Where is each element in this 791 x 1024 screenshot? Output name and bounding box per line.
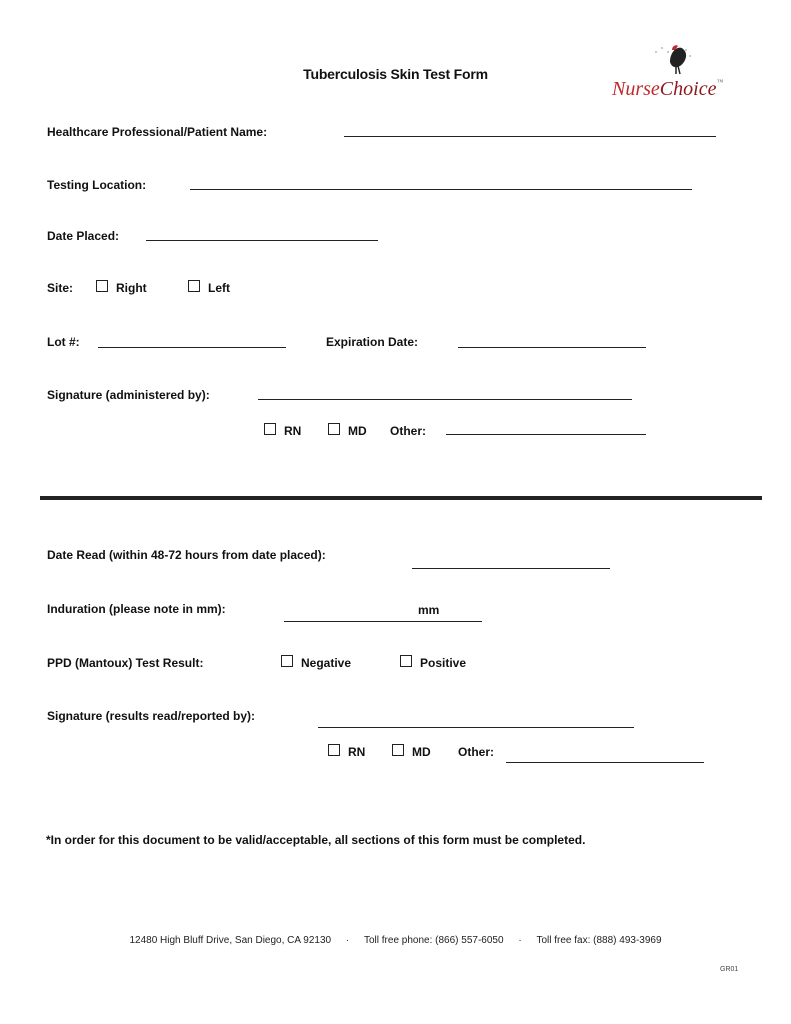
site-right-label: Right [116,281,147,295]
admin-rn-checkbox[interactable] [264,423,276,435]
admin-other-label: Other: [390,424,426,438]
negative-label: Negative [301,656,352,670]
date-read-label: Date Read (within 48-72 hours from date placed): [47,548,326,562]
completion-note: *In order for this document to be valid/acceptable, all sections of this form must be completed. [46,833,586,847]
admin-rn-label: RN [284,424,302,438]
footer-fax: Toll free fax: (888) 493-3969 [536,935,662,946]
read-md-checkbox[interactable] [392,744,404,756]
location-label: Testing Location: [47,178,147,192]
logo-wordmark: NurseChoice™ [612,78,724,100]
signature-read-line[interactable] [318,727,634,728]
location-field-line[interactable] [190,189,692,190]
site-right-checkbox[interactable] [96,280,108,292]
section-divider [40,496,762,500]
lot-label: Lot #: [47,335,80,349]
read-other-line[interactable] [506,762,704,763]
name-field-line[interactable] [344,136,716,137]
signature-read-label: Signature (results read/reported by): [47,709,256,723]
read-other-label: Other: [458,745,494,759]
induration-unit: mm [418,603,440,617]
lot-field-line[interactable] [98,347,286,348]
admin-md-checkbox[interactable] [328,423,340,435]
admin-other-line[interactable] [446,434,646,435]
signature-administered-label: Signature (administered by): [47,388,210,402]
read-rn-checkbox[interactable] [328,744,340,756]
footer-phone: Toll free phone: (866) 557-6050 [364,935,504,946]
site-label: Site: [47,281,74,295]
date-placed-label: Date Placed: [47,229,120,243]
bird-icon [650,40,696,76]
form-title: Tuberculosis Skin Test Form [303,66,488,82]
site-left-label: Left [208,281,230,295]
date-read-field-line[interactable] [412,568,610,569]
test-result-label: PPD (Mantoux) Test Result: [47,656,204,670]
date-placed-field-line[interactable] [146,240,378,241]
positive-checkbox[interactable] [400,655,412,667]
nursechoice-logo [608,40,758,102]
induration-field-line[interactable] [284,621,482,622]
read-md-label: MD [412,745,431,759]
expiration-field-line[interactable] [458,347,646,348]
admin-md-label: MD [348,424,367,438]
footer-contact [0,935,791,946]
footer-address: 12480 High Bluff Drive, San Diego, CA 92130 [129,935,332,946]
footer-separator: · [518,935,522,946]
positive-label: Positive [420,656,467,670]
expiration-label: Expiration Date: [326,335,419,349]
name-label: Healthcare Professional/Patient Name: [47,125,268,139]
site-left-checkbox[interactable] [188,280,200,292]
signature-administered-line[interactable] [258,399,632,400]
induration-label: Induration (please note in mm): [47,602,226,616]
form-code: GR01 [720,966,739,973]
read-rn-label: RN [348,745,366,759]
footer-separator: · [345,935,350,946]
negative-checkbox[interactable] [281,655,293,667]
